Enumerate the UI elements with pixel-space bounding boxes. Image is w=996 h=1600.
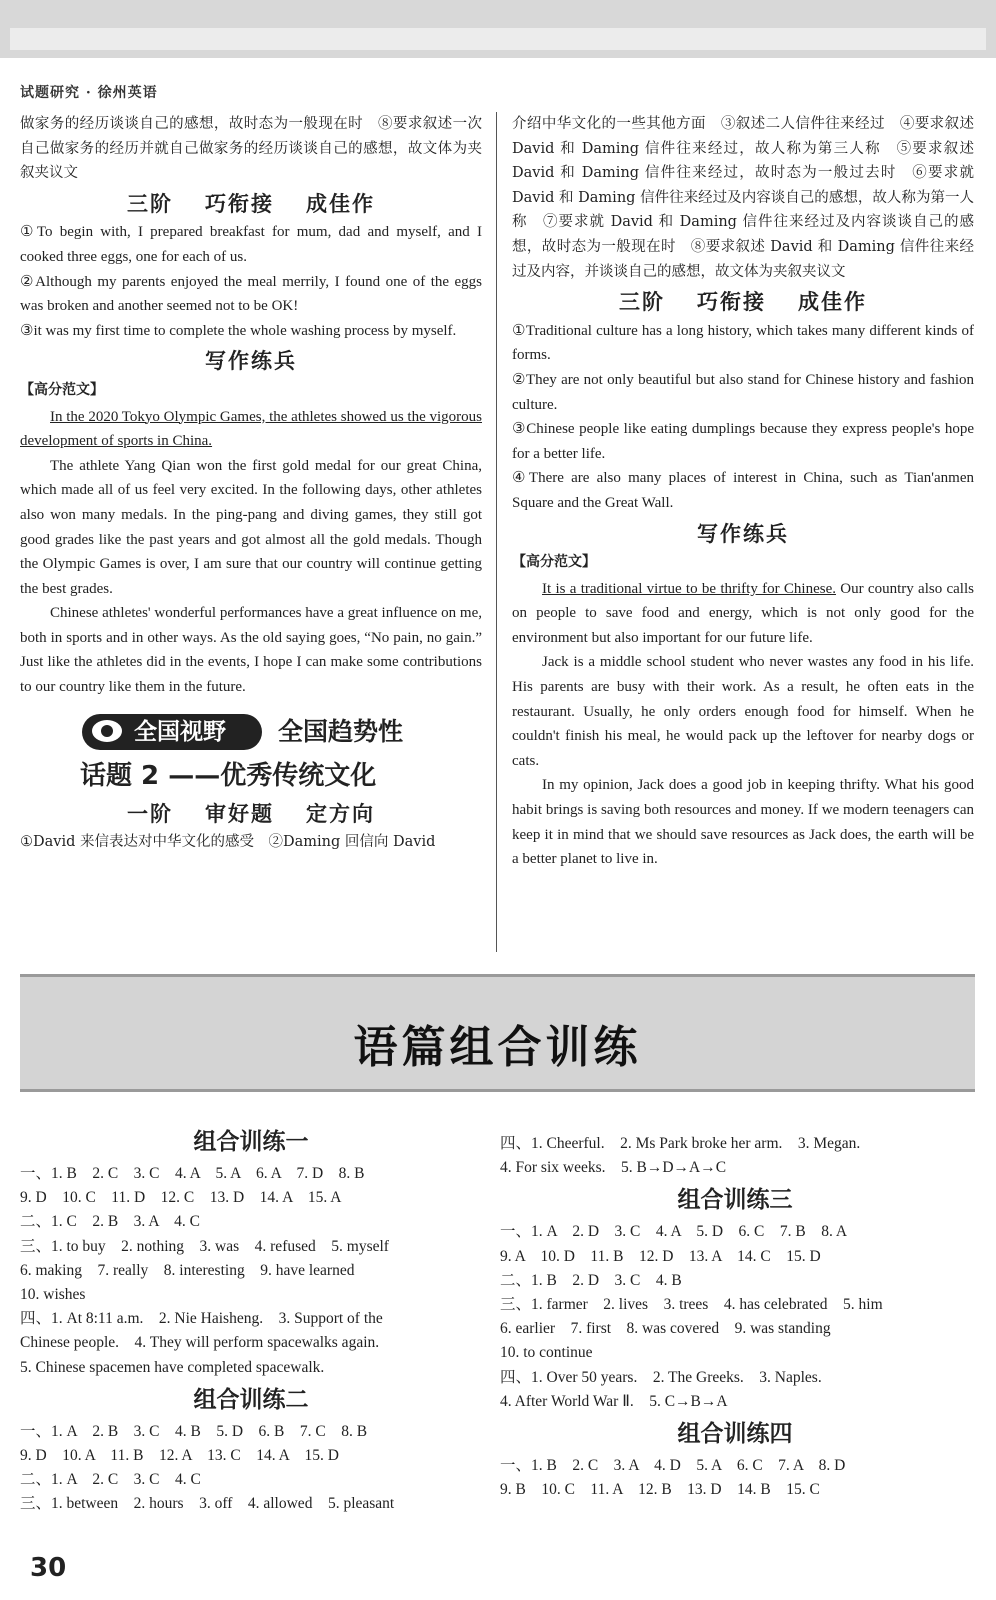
national-view-badge — [82, 714, 262, 750]
answer-line: 二、1. A 2. C 3. C 4. C — [20, 1471, 201, 1489]
answer-line: 一、1. B 2. C 3. A 4. D 5. A 6. C 7. A 8. D — [500, 1457, 846, 1475]
right-stage3-item: ④There are also many places of interest in China, such as Tian'anmen Square and the Great Wall. — [512, 470, 974, 511]
right-essay-p2: Jack is a middle school student who never wastes any food in his life. His parents are busy with their work. As a result, he often eats in the restaurant. Usually, he only orders enough food for himself. When he couldn't finish his meal, he would pack up the leftover for nearby dogs or cats. — [512, 654, 974, 769]
national-trend-text: 全国趋势性 — [278, 716, 404, 746]
answer-group-title: 组合训练二 — [193, 1386, 309, 1413]
answer-line: 9. B 10. C 11. A 12. B 13. D 14. B 15. C — [500, 1481, 820, 1499]
left-essay-p2: The athlete Yang Qian won the first gold medal for our great China, which made all of us feel very excited. In the following days, other athletes also won many medals. In the ping-pang and diving games, they still got good grades like the past years and got almost all the gold medals. Though the Olympic Games is over, I am sure that our country will continue getting the best grades. — [20, 457, 482, 597]
answer-line: 二、1. B 2. D 3. C 4. B — [500, 1271, 682, 1289]
left-stage1-title-3: 定方向 — [306, 801, 375, 826]
national-trend-header — [20, 712, 482, 756]
right-stage3-item: ②They are not only beautiful but also stand for Chinese history and fashion culture. — [512, 371, 974, 413]
left-sample-tag: 【高分范文】 — [20, 381, 104, 398]
left-stage1-title-2: 审好题 — [205, 801, 274, 826]
answer-line: 一、1. B 2. C 3. C 4. A 5. A 6. A 7. D 8. B — [20, 1165, 365, 1182]
right-sample-tag: 【高分范文】 — [512, 554, 596, 571]
answer-line: 三、1. between 2. hours 3. off 4. allowed 5. pleasant — [20, 1495, 395, 1513]
left-essay-p1: In the 2020 Tokyo Olympic Games, the athletes showed us the vigorous development of sports in China. — [20, 408, 482, 450]
left-stage3-item: ①To begin with, I prepared breakfast for mum, dad and myself, and I cooked three eggs, one for each of us. — [20, 224, 482, 265]
answer-line: 9. D 10. A 11. B 12. A 13. C 14. A 15. D — [20, 1447, 339, 1465]
answer-line: 9. D 10. C 11. D 12. C 13. D 14. A 15. A — [20, 1189, 342, 1207]
page-header: 试题研究 · 徐州英语 — [20, 85, 158, 101]
answer-line: 二、1. C 2. B 3. A 4. C — [20, 1213, 200, 1231]
answer-line: 一、1. A 2. B 3. C 4. B 5. D 6. B 7. C 8. B — [20, 1422, 368, 1440]
right-essay-topic-sentence: It is a traditional virtue to be thrifty for Chinese. — [542, 580, 836, 597]
left-practice-title: 写作练兵 — [205, 349, 297, 374]
answers-right — [500, 1132, 970, 1502]
national-view-badge-text: 全国视野 — [134, 718, 226, 745]
left-stage3-title — [20, 192, 482, 217]
left-stage3-title-3: 成佳作 — [306, 191, 375, 216]
left-essay-p3: Chinese athletes' wonderful performances have a great influence on me, both in sports and in other ways. As the old saying goes, “No pain, no gain.” Just like the athletes did in the events, I hope I can make some contributions to our country like them in the future. — [20, 605, 482, 696]
answer-line: 四、1. Cheerful. 2. Ms Park broke her arm. 3. Megan. — [500, 1135, 861, 1152]
answer-line: 三、1. to buy 2. nothing 3. was 4. refused 5. myself — [20, 1237, 389, 1255]
banner-box — [20, 974, 975, 1092]
eye-icon — [92, 720, 122, 742]
section-banner — [0, 964, 996, 1102]
right-intro: 介绍中华文化的一些其他方面 ③叙述二人信件往来经过 ④要求叙述 David 和 Daming 信件往来经过，故人称为第三人称 ⑤要求叙述 David 和 Daming 信件往来经过，故时态为一般过去时 ⑥要求就 David 和 Daming 信件往来经过及内容谈自己的感想，故人称为第一人称 ⑦要求就 David 和 Daming 信件往来经过及内容谈谈自己的感想，故时态为一般现在时 ⑧要求叙述 David 和 Daming 信件往来经过及内容，并谈谈自己的感想，故文体为夹叙夹议文 — [512, 116, 974, 280]
topic-title: 话题 2 ——优秀传统文化 — [80, 760, 377, 791]
right-essay-p1 — [512, 577, 974, 651]
left-column — [20, 112, 482, 855]
top-bar-strip — [10, 28, 986, 50]
answer-line: 5. Chinese spacemen have completed spacewalk. — [20, 1358, 325, 1376]
left-stage3-item: ②Although my parents enjoyed the meal merrily, I found one of the eggs was broken and another seemed not to be OK! — [20, 273, 482, 315]
banner-title: 语篇组合训练 — [353, 1022, 642, 1073]
left-stage1-title-1: 一阶 — [127, 801, 173, 826]
right-essay-p3: In my opinion, Jack does a good job in keeping thrifty. What his good habit brings is saving both resources and money. If we modern teenagers can keep it in mind that we should save resources as Jack does, the earth will be a better planet to live in. — [512, 777, 974, 868]
right-stage3-title-1: 三阶 — [619, 290, 665, 315]
column-divider — [496, 112, 497, 952]
answer-line: 四、1. At 8:11 a.m. 2. Nie Haisheng. 3. Support of the — [20, 1310, 383, 1328]
page-number: 30 — [30, 1553, 67, 1583]
right-stage3-item: ①Traditional culture has a long history, which takes many different kinds of forms. — [512, 322, 974, 364]
answer-group-title: 组合训练四 — [677, 1421, 793, 1448]
left-stage3-title-2: 巧衔接 — [205, 191, 274, 216]
left-stage1-text: ①David 来信表达对中华文化的感受 ②Daming 回信向 David — [20, 834, 436, 851]
right-stage3-title-3: 成佳作 — [798, 290, 867, 315]
answer-line: 一、1. A 2. D 3. C 4. A 5. D 6. C 7. B 8. A — [500, 1223, 848, 1241]
answer-group-title: 组合训练三 — [677, 1187, 793, 1214]
answer-line: 9. A 10. D 11. B 12. D 13. A 14. C 15. D — [500, 1247, 821, 1265]
left-stage3-item: ③it was my first time to complete the whole washing process by myself. — [20, 322, 457, 339]
answer-group-title: 组合训练一 — [193, 1129, 309, 1155]
right-column — [512, 112, 974, 872]
top-bar — [0, 0, 996, 58]
right-essay-p1-rest: Our country also calls on people to save food and energy, which is not only good for the environment but also important for our future life. — [512, 580, 974, 646]
answer-line: 4. For six weeks. 5. B→D→A→C — [500, 1159, 727, 1177]
left-intro: 做家务的经历谈谈自己的感想，故时态为一般现在时 ⑧要求叙述一次自己做家务的经历并就自己做家务的经历谈谈自己的感想，故文体为夹叙夹议文 — [20, 116, 482, 182]
answers-left — [20, 1122, 482, 1517]
answer-line: 10. wishes — [20, 1286, 86, 1304]
left-stage3-title-1: 三阶 — [127, 191, 173, 216]
right-practice-title: 写作练兵 — [697, 521, 789, 546]
answer-line: Chinese people. 4. They will perform spacewalks again. — [20, 1334, 380, 1352]
answer-line: 6. earlier 7. first 8. was covered 9. was standing — [500, 1320, 831, 1338]
answer-line: 6. making 7. really 8. interesting 9. have learned — [20, 1261, 355, 1279]
answer-line: 4. After World War Ⅱ. 5. C→B→A — [500, 1392, 728, 1410]
answer-line: 四、1. Over 50 years. 2. The Greeks. 3. Naples. — [500, 1368, 822, 1386]
right-stage3-title-2: 巧衔接 — [697, 290, 766, 315]
right-stage3-title — [512, 290, 974, 315]
answer-line: 10. to continue — [500, 1344, 593, 1362]
answer-line: 三、1. farmer 2. lives 3. trees 4. has celebrated 5. him — [500, 1296, 883, 1314]
left-stage1-title — [20, 802, 482, 827]
right-stage3-item: ③Chinese people like eating dumplings because they express people's hope for a better life. — [512, 421, 974, 462]
